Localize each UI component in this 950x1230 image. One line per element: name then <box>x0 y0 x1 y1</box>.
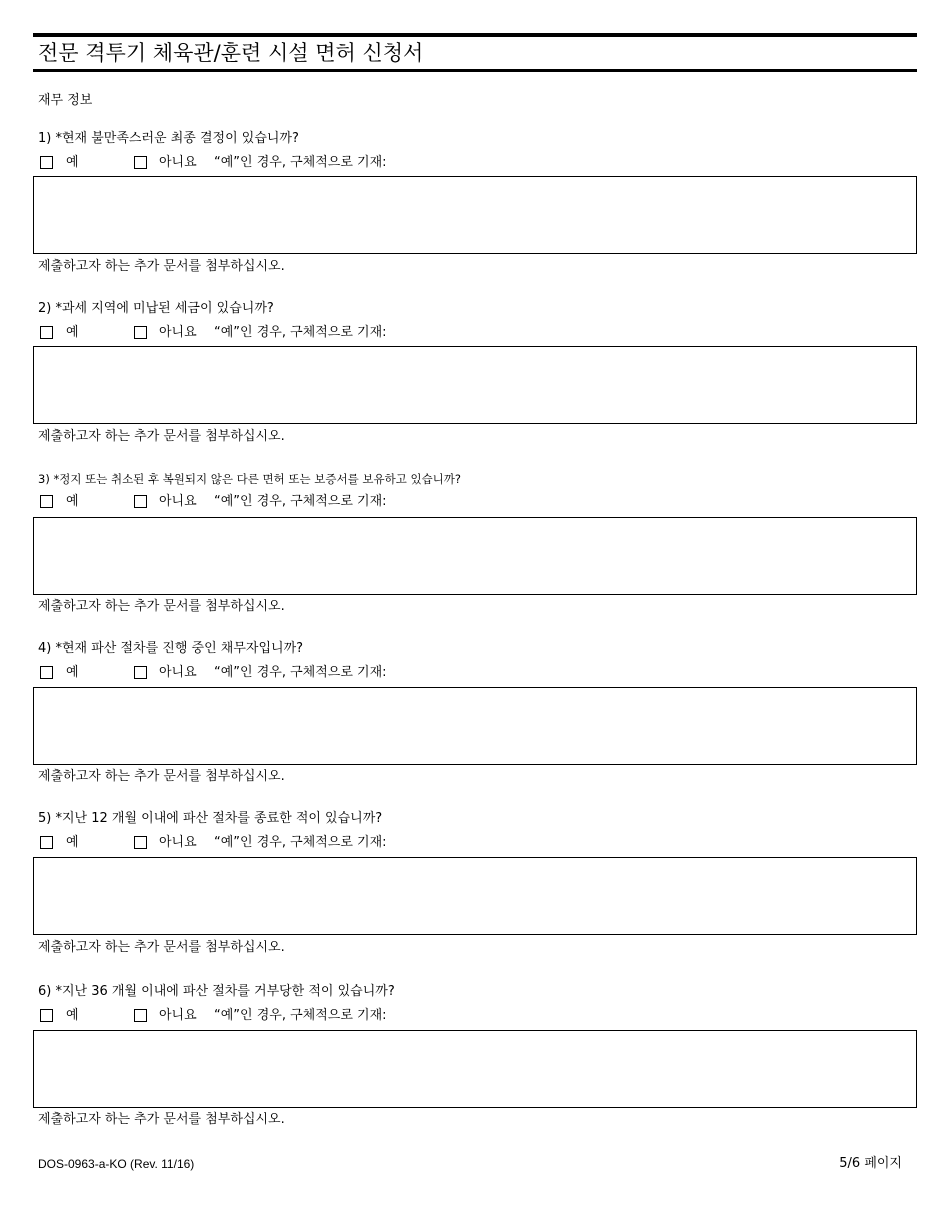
detail-label: “예”인 경우, 구체적으로 기재: <box>214 155 387 170</box>
no-label: 아니요 <box>159 155 197 170</box>
yes-label: 예 <box>66 325 79 340</box>
yes-label: 예 <box>66 835 79 850</box>
question-4 <box>0 640 950 790</box>
question-2 <box>0 300 950 450</box>
question-6 <box>0 983 950 1133</box>
section-heading: 재무 정보 <box>38 93 93 108</box>
no-checkbox[interactable] <box>134 495 147 508</box>
no-checkbox[interactable] <box>134 156 147 169</box>
no-label: 아니요 <box>159 1008 197 1023</box>
options-row <box>0 1007 950 1025</box>
question-1 <box>0 130 950 280</box>
attach-note: 제출하고자 하는 추가 문서를 첨부하십시오. <box>38 599 285 614</box>
options-row <box>0 834 950 852</box>
question-text: 5) *지난 12 개월 이내에 파산 절차를 종료한 적이 있습니까? <box>38 811 383 826</box>
yes-label: 예 <box>66 665 79 680</box>
no-label: 아니요 <box>159 494 197 509</box>
title-rule-bottom <box>33 69 917 72</box>
attach-note: 제출하고자 하는 추가 문서를 첨부하십시오. <box>38 1112 285 1127</box>
detail-label: “예”인 경우, 구체적으로 기재: <box>214 1008 387 1023</box>
no-label: 아니요 <box>159 835 197 850</box>
question-text: 4) *현재 파산 절차를 진행 중인 채무자입니까? <box>38 641 304 656</box>
yes-label: 예 <box>66 155 79 170</box>
answer-field[interactable] <box>33 517 917 595</box>
options-row <box>0 493 950 511</box>
yes-checkbox[interactable] <box>40 666 53 679</box>
attach-note: 제출하고자 하는 추가 문서를 첨부하십시오. <box>38 769 285 784</box>
answer-field[interactable] <box>33 1030 917 1108</box>
no-label: 아니요 <box>159 325 197 340</box>
attach-note: 제출하고자 하는 추가 문서를 첨부하십시오. <box>38 429 285 444</box>
question-text: 3) *정지 또는 취소된 후 복원되지 않은 다른 면허 또는 보증서를 보유하고 있습니까? <box>38 472 462 486</box>
page-title: 전문 격투기 체육관/훈련 시설 면허 신청서 <box>38 41 424 65</box>
yes-checkbox[interactable] <box>40 156 53 169</box>
question-5 <box>0 810 950 960</box>
yes-label: 예 <box>66 1008 79 1023</box>
title-rule-top <box>33 33 917 37</box>
yes-checkbox[interactable] <box>40 326 53 339</box>
yes-checkbox[interactable] <box>40 836 53 849</box>
no-label: 아니요 <box>159 665 197 680</box>
detail-label: “예”인 경우, 구체적으로 기재: <box>214 494 387 509</box>
answer-field[interactable] <box>33 857 917 935</box>
detail-label: “예”인 경우, 구체적으로 기재: <box>214 665 387 680</box>
answer-field[interactable] <box>33 687 917 765</box>
no-checkbox[interactable] <box>134 666 147 679</box>
options-row <box>0 664 950 682</box>
yes-checkbox[interactable] <box>40 495 53 508</box>
question-3 <box>0 470 950 620</box>
question-text: 1) *현재 불만족스러운 최종 결정이 있습니까? <box>38 131 299 146</box>
options-row <box>0 154 950 172</box>
question-text: 6) *지난 36 개월 이내에 파산 절차를 거부당한 적이 있습니까? <box>38 984 395 999</box>
no-checkbox[interactable] <box>134 326 147 339</box>
yes-checkbox[interactable] <box>40 1009 53 1022</box>
answer-field[interactable] <box>33 176 917 254</box>
page-number: 5/6 페이지 <box>839 1156 902 1171</box>
attach-note: 제출하고자 하는 추가 문서를 첨부하십시오. <box>38 259 285 274</box>
form-code: DOS-0963-a-KO (Rev. 11/16) <box>38 1157 195 1171</box>
answer-field[interactable] <box>33 346 917 424</box>
yes-label: 예 <box>66 494 79 509</box>
detail-label: “예”인 경우, 구체적으로 기재: <box>214 325 387 340</box>
options-row <box>0 324 950 342</box>
attach-note: 제출하고자 하는 추가 문서를 첨부하십시오. <box>38 940 285 955</box>
detail-label: “예”인 경우, 구체적으로 기재: <box>214 835 387 850</box>
no-checkbox[interactable] <box>134 836 147 849</box>
question-text: 2) *과세 지역에 미납된 세금이 있습니까? <box>38 301 274 316</box>
no-checkbox[interactable] <box>134 1009 147 1022</box>
